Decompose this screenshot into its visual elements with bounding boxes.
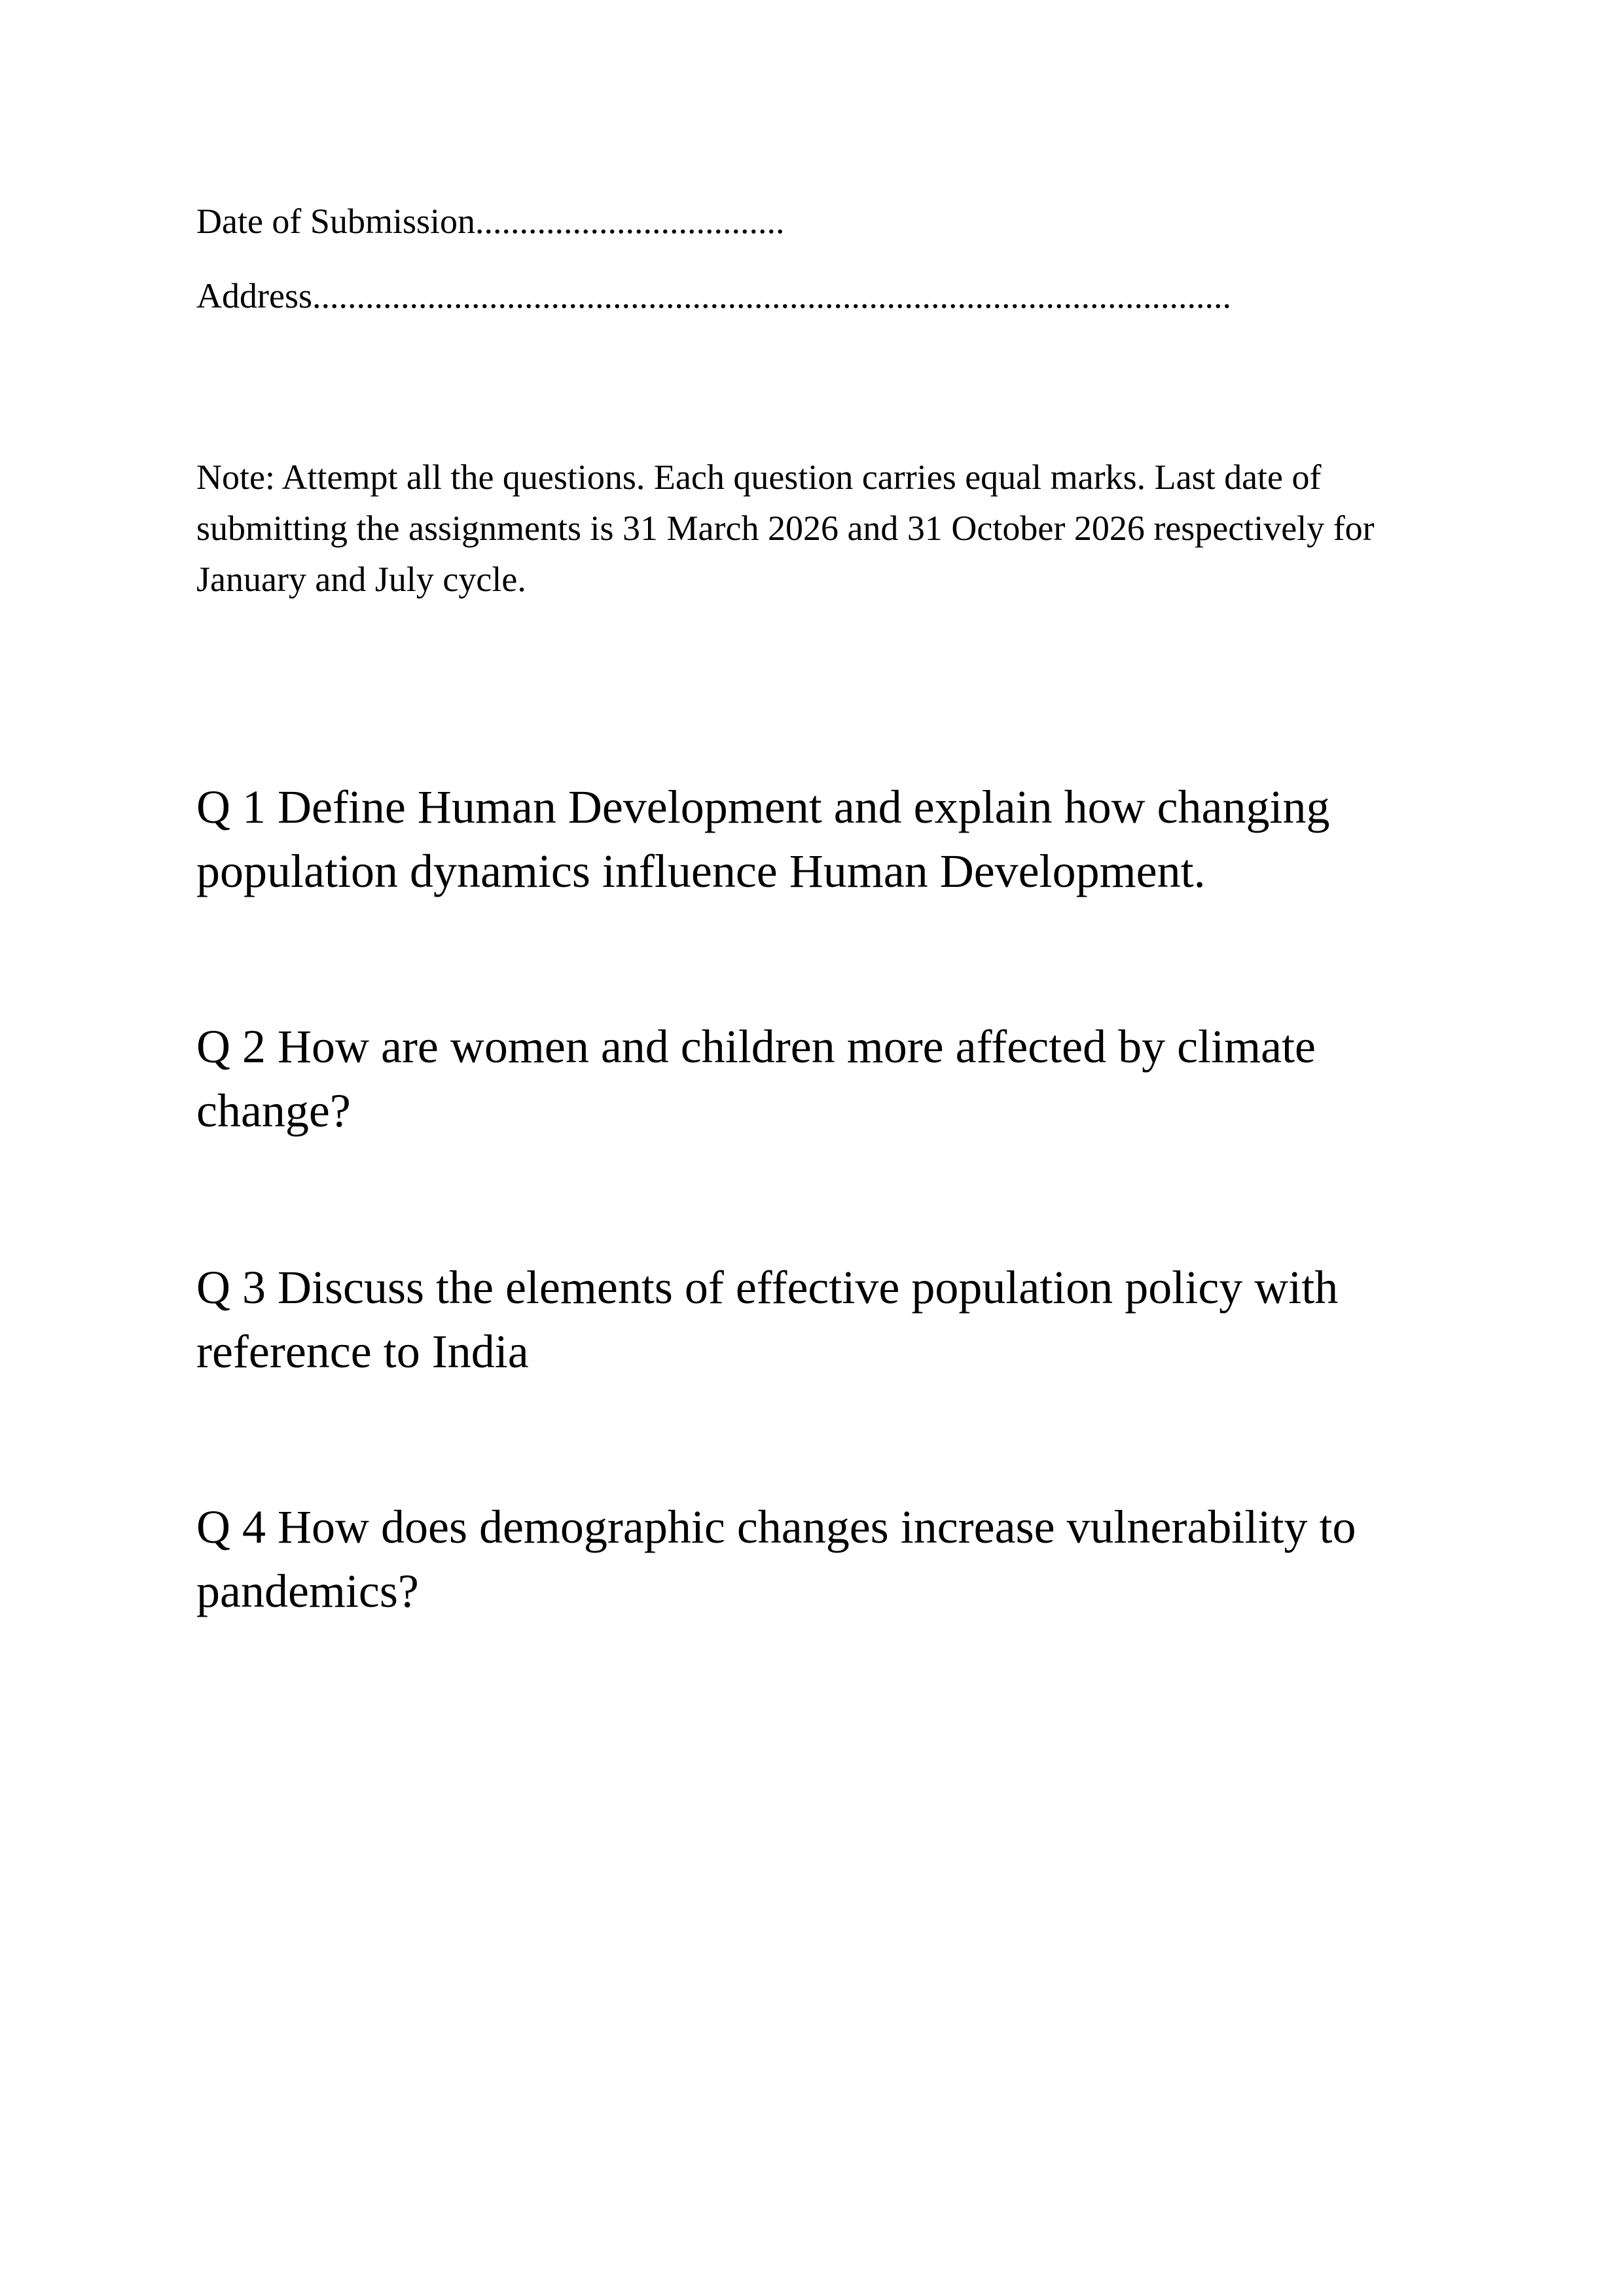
question-3: Q 3 Discuss the elements of effective population policy with reference to India [196, 1261, 1339, 1378]
date-of-submission-blank: ................................... [475, 202, 785, 241]
question-1: Q 1 Define Human Development and explain how changing population dynamics influence Human Development. [196, 781, 1330, 897]
date-of-submission-label: Date of Submission [196, 202, 475, 241]
question-2: Q 2 How are women and children more affected by climate change? [196, 1020, 1316, 1137]
address-blank: ........................................................................................................ [312, 276, 1231, 315]
address-field [196, 275, 1231, 317]
date-of-submission-field [196, 200, 785, 242]
question-4: Q 4 How does demographic changes increase vulnerability to pandemics? [196, 1501, 1356, 1617]
instructions-note: Note: Attempt all the questions. Each question carries equal marks. Last date of submitting the assignments is 31 March 2026 and 31 October 2026 respectively for January and July cycle. [196, 457, 1375, 599]
address-label: Address [196, 276, 312, 315]
